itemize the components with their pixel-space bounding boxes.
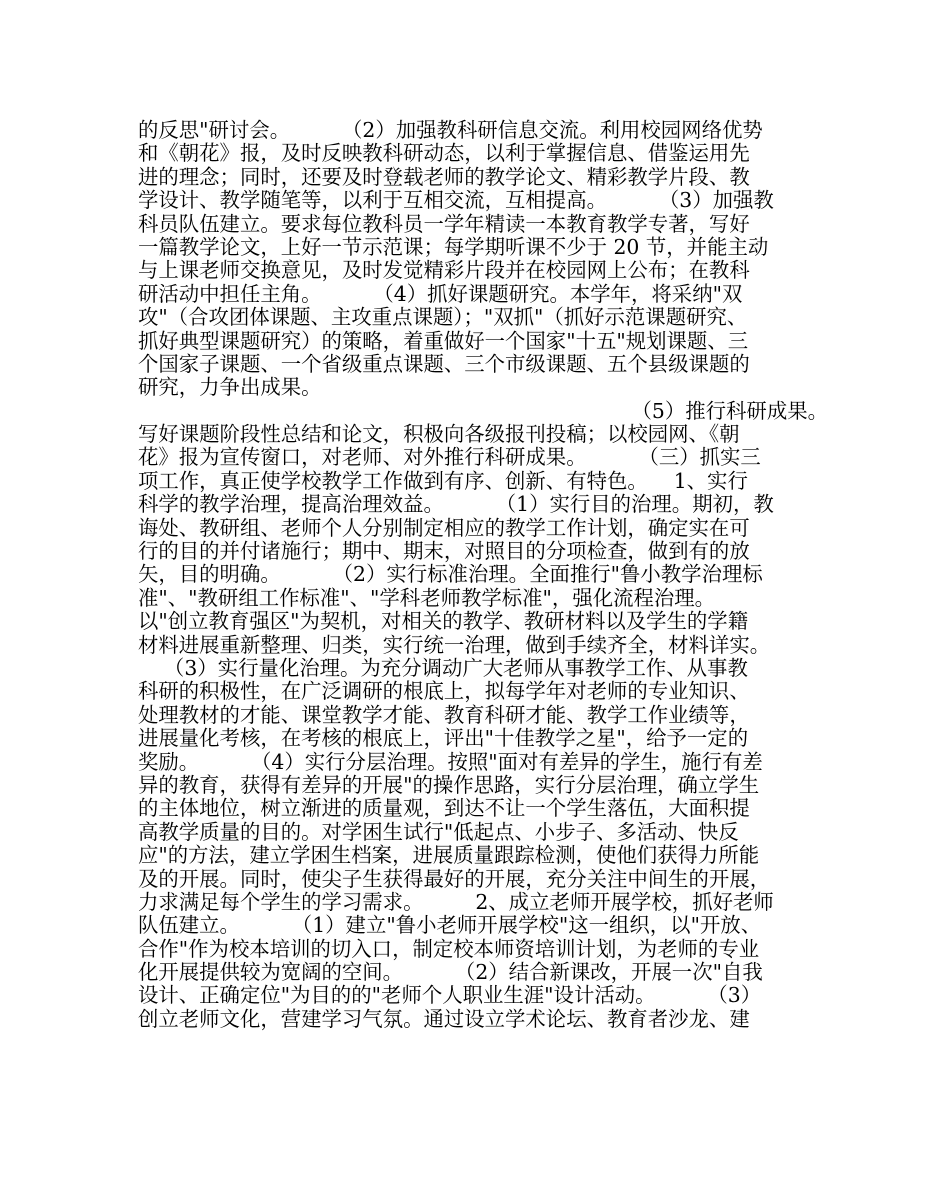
text-line: 进的理念；同时，还要及时登载老师的教学论文、精彩教学片段、教 (138, 164, 750, 189)
text-line: 创立老师文化，营建学习气氛。通过设立学术论坛、教育者沙龙、建 (138, 1006, 750, 1031)
text-line: 与上课老师交换意见，及时发觉精彩片段并在校园网上公布；在教科 (138, 258, 750, 283)
text-line: 的主体地位，树立渐进的质量观，到达不让一个学生落伍，大面积提 (138, 796, 750, 821)
text-line: 科研的积极性，在广泛调研的根底上，拟每学年对老师的专业知识、 (138, 679, 750, 704)
text-line: 写好课题阶段性总结和论文，积极向各级报刊投稿；以校园网、《朝 (138, 422, 740, 447)
text-line: 设计、正确定位"为目的的"老师个人职业生涯"设计活动。 （3） (138, 983, 762, 1008)
text-line: 个国家子课题、一个省级重点课题、三个市级课题、五个县级课题的 (138, 351, 750, 376)
body-text (138, 119, 828, 1031)
text-line: （3）实行量化治理。为充分调动广大老师从事教学工作、从事教 (138, 655, 748, 680)
text-line: 科员队伍建立。要求每位教科员一学年精读一本教育教学专著，写好 (138, 211, 750, 236)
text-line: 学设计、教学随笔等，以利于互相交流，互相提高。 （3）加强教 (138, 188, 774, 213)
text-line: 队伍建立。 （1）建立"鲁小老师开展学校"这一组织，以"开放、 (138, 913, 762, 938)
text-line: （5）推行科研成果。 (631, 398, 828, 423)
text-line: 研究，力争出成果。 (138, 375, 322, 400)
text-line: 攻"（合攻团体课题、主攻重点课题）；"双抓"（抓好示范课题研究、 (138, 305, 748, 330)
text-line: 应"的方法，建立学困生档案，进展质量跟踪检测，使他们获得力所能 (138, 843, 760, 868)
text-line: 一篇教学论文，上好一节示范课；每学期听课不少于 20 节，并能主动 (138, 234, 769, 259)
text-line: 异的教育，获得有差异的开展"的操作思路，实行分层治理，确立学生 (138, 772, 760, 797)
text-line: 以"创立教育强区"为契机，对相关的教学、教研材料以及学生的学籍 (138, 609, 749, 634)
text-line: 行的目的并付诸施行；期中、期末，对照目的分项检查，做到有的放 (138, 539, 750, 564)
text-line: 抓好典型课题研究）的策略，着重做好一个国家"十五"规划课题、三 (138, 328, 749, 353)
text-line: 的反思"研讨会。 （2）加强教科研信息交流。利用校园网络优势 (138, 118, 763, 142)
text-line: 矢，目的明确。 （2）实行标准治理。全面推行"鲁小教学治理标 (138, 562, 763, 587)
text-line: 化开展提供较为宽阔的空间。 （2）结合新课改，开展一次"自我 (138, 960, 763, 985)
text-line: 诲处、教研组、老师个人分别制定相应的教学工作计划，确定实在可 (138, 515, 750, 540)
text-line: 及的开展。同时，使尖子生获得最好的开展，充分关注中间生的开展， (138, 866, 771, 891)
text-line: 进展量化考核，在考核的根底上，评出"十佳教学之星"，给予一定的 (138, 726, 749, 751)
text-line: 准"、"教研组工作标准"、"学科老师教学标准"，强化流程治理。 (138, 585, 716, 610)
text-line: 高教学质量的目的。对学困生试行"低起点、小步子、多活动、快反 (138, 819, 739, 844)
text-line: 奖励。 （4）实行分层治理。按照"面对有差异的学生，施行有差 (138, 749, 763, 774)
text-line: 处理教材的才能、课堂教学才能、教育科研才能、教学工作业绩等， (138, 702, 750, 727)
text-line: 花》报为宣传窗口，对老师、对外推行科研成果。 （三）抓实三 (138, 445, 761, 470)
text-line: 科学的教学治理，提高治理效益。 （1）实行目的治理。期初，教 (138, 492, 774, 517)
text-line: 材料进展重新整理、归类，实行统一治理，做到手续齐全，材料详实。 (138, 632, 771, 657)
text-line: 合作"作为校本培训的切入口，制定校本师资培训计划，为老师的专业 (138, 936, 760, 961)
text-line: 研活动中担任主角。 （4）抓好课题研究。本学年，将采纳"双 (138, 281, 743, 306)
text-line: 项工作，真正使学校教学工作做到有序、创新、有特色。 1、实行 (138, 468, 748, 493)
text-line: 力求满足每个学生的学习需求。 2、成立老师开展学校，抓好老师 (138, 889, 774, 914)
text-line: 和《朝花》报，及时反映教科研动态，以利于掌握信息、借鉴运用先 (138, 141, 750, 166)
